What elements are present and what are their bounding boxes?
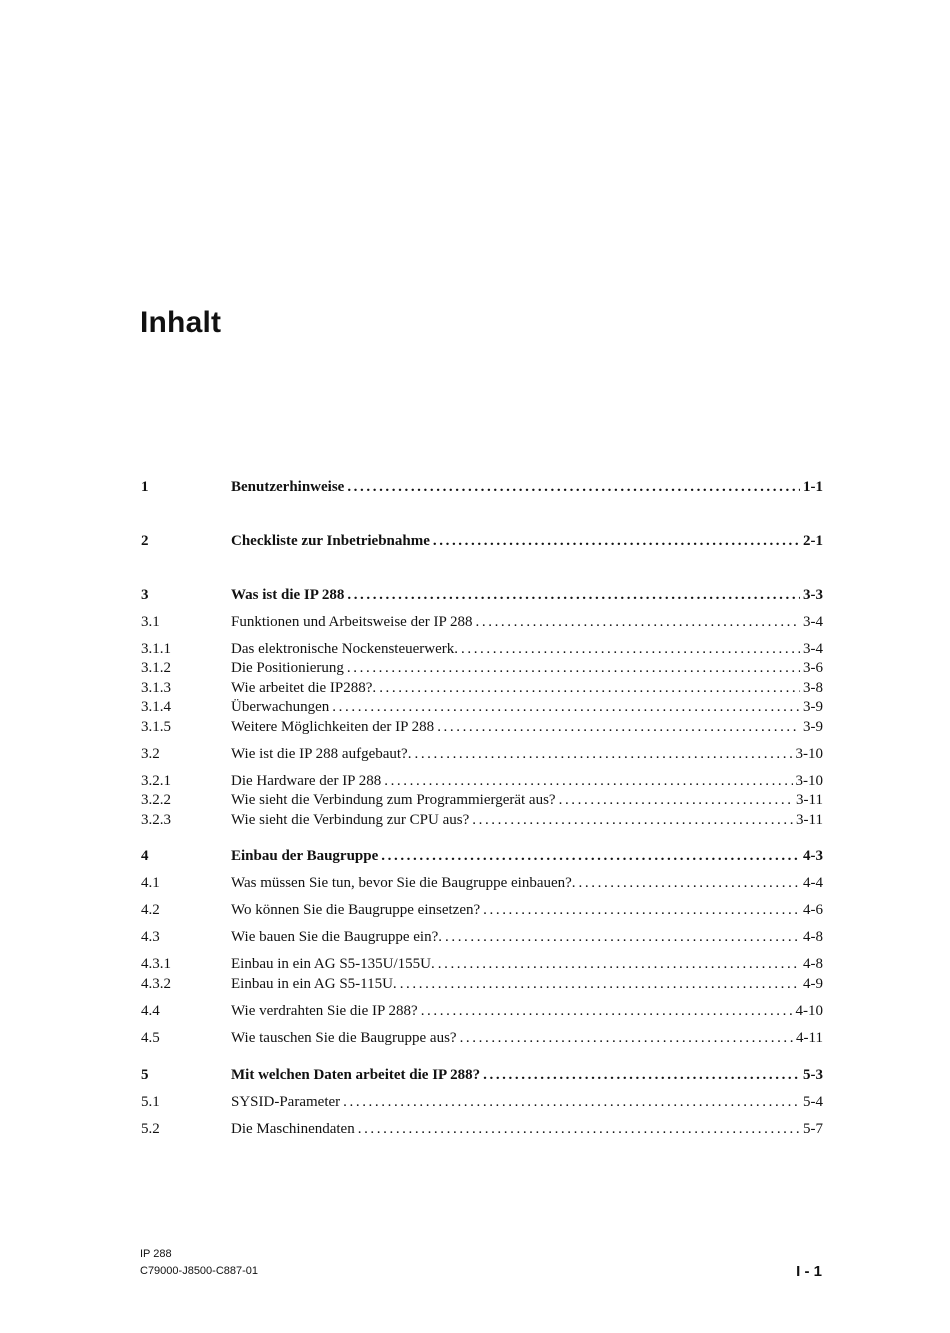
toc-page-number: 3-4 — [803, 641, 823, 657]
toc-page-number: 4-8 — [803, 956, 823, 972]
toc-dot-leader — [347, 585, 800, 605]
toc-dot-leader — [483, 900, 800, 920]
toc-entry — [231, 678, 823, 698]
toc-entry — [231, 744, 823, 764]
toc-page-number: 5-4 — [803, 1094, 823, 1110]
toc-dot-leader — [559, 790, 793, 810]
toc-dot-leader — [343, 1092, 800, 1112]
toc-entry — [231, 927, 823, 947]
toc-label: Wie sieht die Verbindung zur CPU aus? — [231, 812, 470, 828]
toc-page-number: 2-1 — [803, 533, 823, 549]
toc-dot-leader — [445, 927, 800, 947]
toc-section-row — [140, 954, 823, 974]
toc-number: 4.4 — [141, 1003, 160, 1019]
toc-dot-leader — [437, 717, 800, 737]
toc-label: Wie bauen Sie die Baugruppe ein?. — [231, 929, 442, 945]
toc-label: Wie arbeitet die IP288?. — [231, 680, 377, 696]
toc-label: Mit welchen Daten arbeitet die IP 288? — [231, 1067, 481, 1083]
toc-dot-leader — [414, 744, 792, 764]
toc-number: 3.2.1 — [141, 773, 171, 789]
toc-section-row — [140, 771, 823, 791]
toc-section-row — [140, 974, 823, 994]
toc-section-row — [140, 697, 823, 717]
toc-number: 3.2 — [141, 746, 160, 762]
toc-entry — [231, 717, 823, 737]
toc-chapter-row — [140, 846, 823, 866]
toc-entry — [231, 1119, 823, 1139]
toc-dot-leader — [483, 1065, 800, 1085]
toc-label: Wo können Sie die Baugruppe einsetzen? — [231, 902, 481, 918]
page-title: Inhalt — [140, 306, 222, 339]
toc-label: Was müssen Sie tun, bevor Sie die Baugruppe einbauen?. — [231, 875, 576, 891]
toc-dot-leader — [332, 697, 800, 717]
toc-number: 3 — [141, 587, 149, 603]
toc-page-number: 3-10 — [795, 773, 823, 789]
toc-label: Weitere Möglichkeiten der IP 288 — [231, 719, 435, 735]
toc-entry — [231, 846, 823, 866]
toc-section-row — [140, 744, 823, 764]
toc-dot-leader — [460, 1028, 793, 1048]
toc-dot-leader — [400, 974, 800, 994]
toc-entry — [231, 612, 823, 632]
toc-section-row — [140, 1001, 823, 1021]
toc-page-number: 3-3 — [803, 587, 823, 603]
toc-number: 4.3 — [141, 929, 160, 945]
toc-page-number: 4-3 — [803, 848, 823, 864]
toc-dot-leader — [384, 771, 792, 791]
toc-entry — [231, 585, 823, 605]
footer-page-number: I - 1 — [796, 1263, 822, 1280]
toc-label: Was ist die IP 288 — [231, 587, 345, 603]
toc-number: 4 — [141, 848, 149, 864]
toc-label: Checkliste zur Inbetriebnahme — [231, 533, 430, 549]
toc-entry — [231, 974, 823, 994]
toc-page-number: 3-11 — [796, 812, 823, 828]
toc-label: Wie verdrahten Sie die IP 288? — [231, 1003, 418, 1019]
toc-entry — [231, 954, 823, 974]
toc-page-number: 5-7 — [803, 1121, 823, 1137]
toc-chapter-row — [140, 1065, 823, 1085]
toc-number: 2 — [141, 533, 149, 549]
toc-dot-leader — [421, 1001, 793, 1021]
toc-label: Einbau in ein AG S5-115U. — [231, 976, 397, 992]
toc-number: 3.1.1 — [141, 641, 171, 657]
toc-section-row — [140, 927, 823, 947]
toc-section-row — [140, 717, 823, 737]
toc-section-row — [140, 658, 823, 678]
toc-entry — [231, 477, 823, 497]
toc-entry — [231, 1001, 823, 1021]
toc-entry — [231, 810, 823, 830]
toc-page-number: 3-4 — [803, 614, 823, 630]
toc-section-row — [140, 1028, 823, 1048]
toc-label: Überwachungen — [231, 699, 330, 715]
toc-chapter-row — [140, 477, 823, 497]
toc-dot-leader — [472, 810, 793, 830]
toc-label: Wie sieht die Verbindung zum Programmiergerät aus? — [231, 792, 556, 808]
toc-entry — [231, 873, 823, 893]
toc-number: 3.1.3 — [141, 680, 171, 696]
toc-entry — [231, 697, 823, 717]
toc-section-row — [140, 1092, 823, 1112]
toc-number: 3.2.3 — [141, 812, 171, 828]
toc-entry — [231, 531, 823, 551]
toc-page-number: 3-9 — [803, 699, 823, 715]
toc-page-number: 4-9 — [803, 976, 823, 992]
toc-dot-leader — [358, 1119, 800, 1139]
toc-page-number: 3-9 — [803, 719, 823, 735]
toc-section-row — [140, 873, 823, 893]
toc-label: Einbau der Baugruppe — [231, 848, 379, 864]
toc-entry — [231, 790, 823, 810]
toc-page-number: 3-10 — [795, 746, 823, 762]
toc-dot-leader — [433, 531, 800, 551]
toc-page-number: 3-8 — [803, 680, 823, 696]
toc-entry — [231, 771, 823, 791]
toc-dot-leader — [476, 612, 800, 632]
toc-page-number: 5-3 — [803, 1067, 823, 1083]
toc-page-number: 4-11 — [796, 1030, 823, 1046]
toc-number: 3.1.2 — [141, 660, 171, 676]
toc-dot-leader — [347, 477, 800, 497]
footer-product: IP 288 — [140, 1248, 172, 1260]
toc-page-number: 4-8 — [803, 929, 823, 945]
toc-number: 5.1 — [141, 1094, 160, 1110]
toc-entry — [231, 1092, 823, 1112]
footer-info — [140, 1246, 258, 1280]
toc-entry — [231, 1065, 823, 1085]
toc-number: 4.3.1 — [141, 956, 171, 972]
toc-label: Die Positionierung — [231, 660, 344, 676]
toc-section-row — [140, 810, 823, 830]
toc-label: Wie tauschen Sie die Baugruppe aus? — [231, 1030, 457, 1046]
toc-page-number: 1-1 — [803, 479, 823, 495]
toc-section-row — [140, 678, 823, 698]
toc-number: 5.2 — [141, 1121, 160, 1137]
toc-section-row — [140, 1119, 823, 1139]
toc-label: SYSID-Parameter — [231, 1094, 341, 1110]
toc-label: Das elektronische Nockensteuerwerk. — [231, 641, 458, 657]
toc-entry — [231, 639, 823, 659]
toc-chapter-row — [140, 531, 823, 551]
toc-page-number: 4-4 — [803, 875, 823, 891]
toc-entry — [231, 1028, 823, 1048]
toc-dot-leader — [461, 639, 800, 659]
toc-number: 3.1.5 — [141, 719, 171, 735]
toc-number: 3.1.4 — [141, 699, 171, 715]
toc-number: 1 — [141, 479, 149, 495]
toc-dot-leader — [379, 678, 800, 698]
toc-dot-leader — [347, 658, 800, 678]
toc-number: 3.1 — [141, 614, 160, 630]
toc-page-number: 4-6 — [803, 902, 823, 918]
toc-section-row — [140, 612, 823, 632]
toc-label: Benutzerhinweise — [231, 479, 345, 495]
toc-section-row — [140, 790, 823, 810]
toc-page-number: 4-10 — [795, 1003, 823, 1019]
toc-entry — [231, 658, 823, 678]
toc-section-row — [140, 639, 823, 659]
toc-section-row — [140, 900, 823, 920]
toc-dot-leader — [381, 846, 800, 866]
toc-number: 4.5 — [141, 1030, 160, 1046]
toc-number: 3.2.2 — [141, 792, 171, 808]
toc-entry — [231, 900, 823, 920]
toc-label: Wie ist die IP 288 aufgebaut?. — [231, 746, 412, 762]
toc-page-number: 3-11 — [796, 792, 823, 808]
toc-dot-leader — [438, 954, 800, 974]
toc-number: 4.2 — [141, 902, 160, 918]
toc-number: 4.1 — [141, 875, 160, 891]
toc-number: 5 — [141, 1067, 149, 1083]
toc-label: Funktionen und Arbeitsweise der IP 288 — [231, 614, 473, 630]
toc-label: Die Hardware der IP 288 — [231, 773, 382, 789]
toc-page-number: 3-6 — [803, 660, 823, 676]
footer-order-number: C79000-J8500-C887-01 — [140, 1265, 259, 1277]
toc-label: Die Maschinendaten — [231, 1121, 355, 1137]
toc-number: 4.3.2 — [141, 976, 171, 992]
toc-dot-leader — [579, 873, 800, 893]
toc-chapter-row — [140, 585, 823, 605]
toc-label: Einbau in ein AG S5-135U/155U. — [231, 956, 435, 972]
